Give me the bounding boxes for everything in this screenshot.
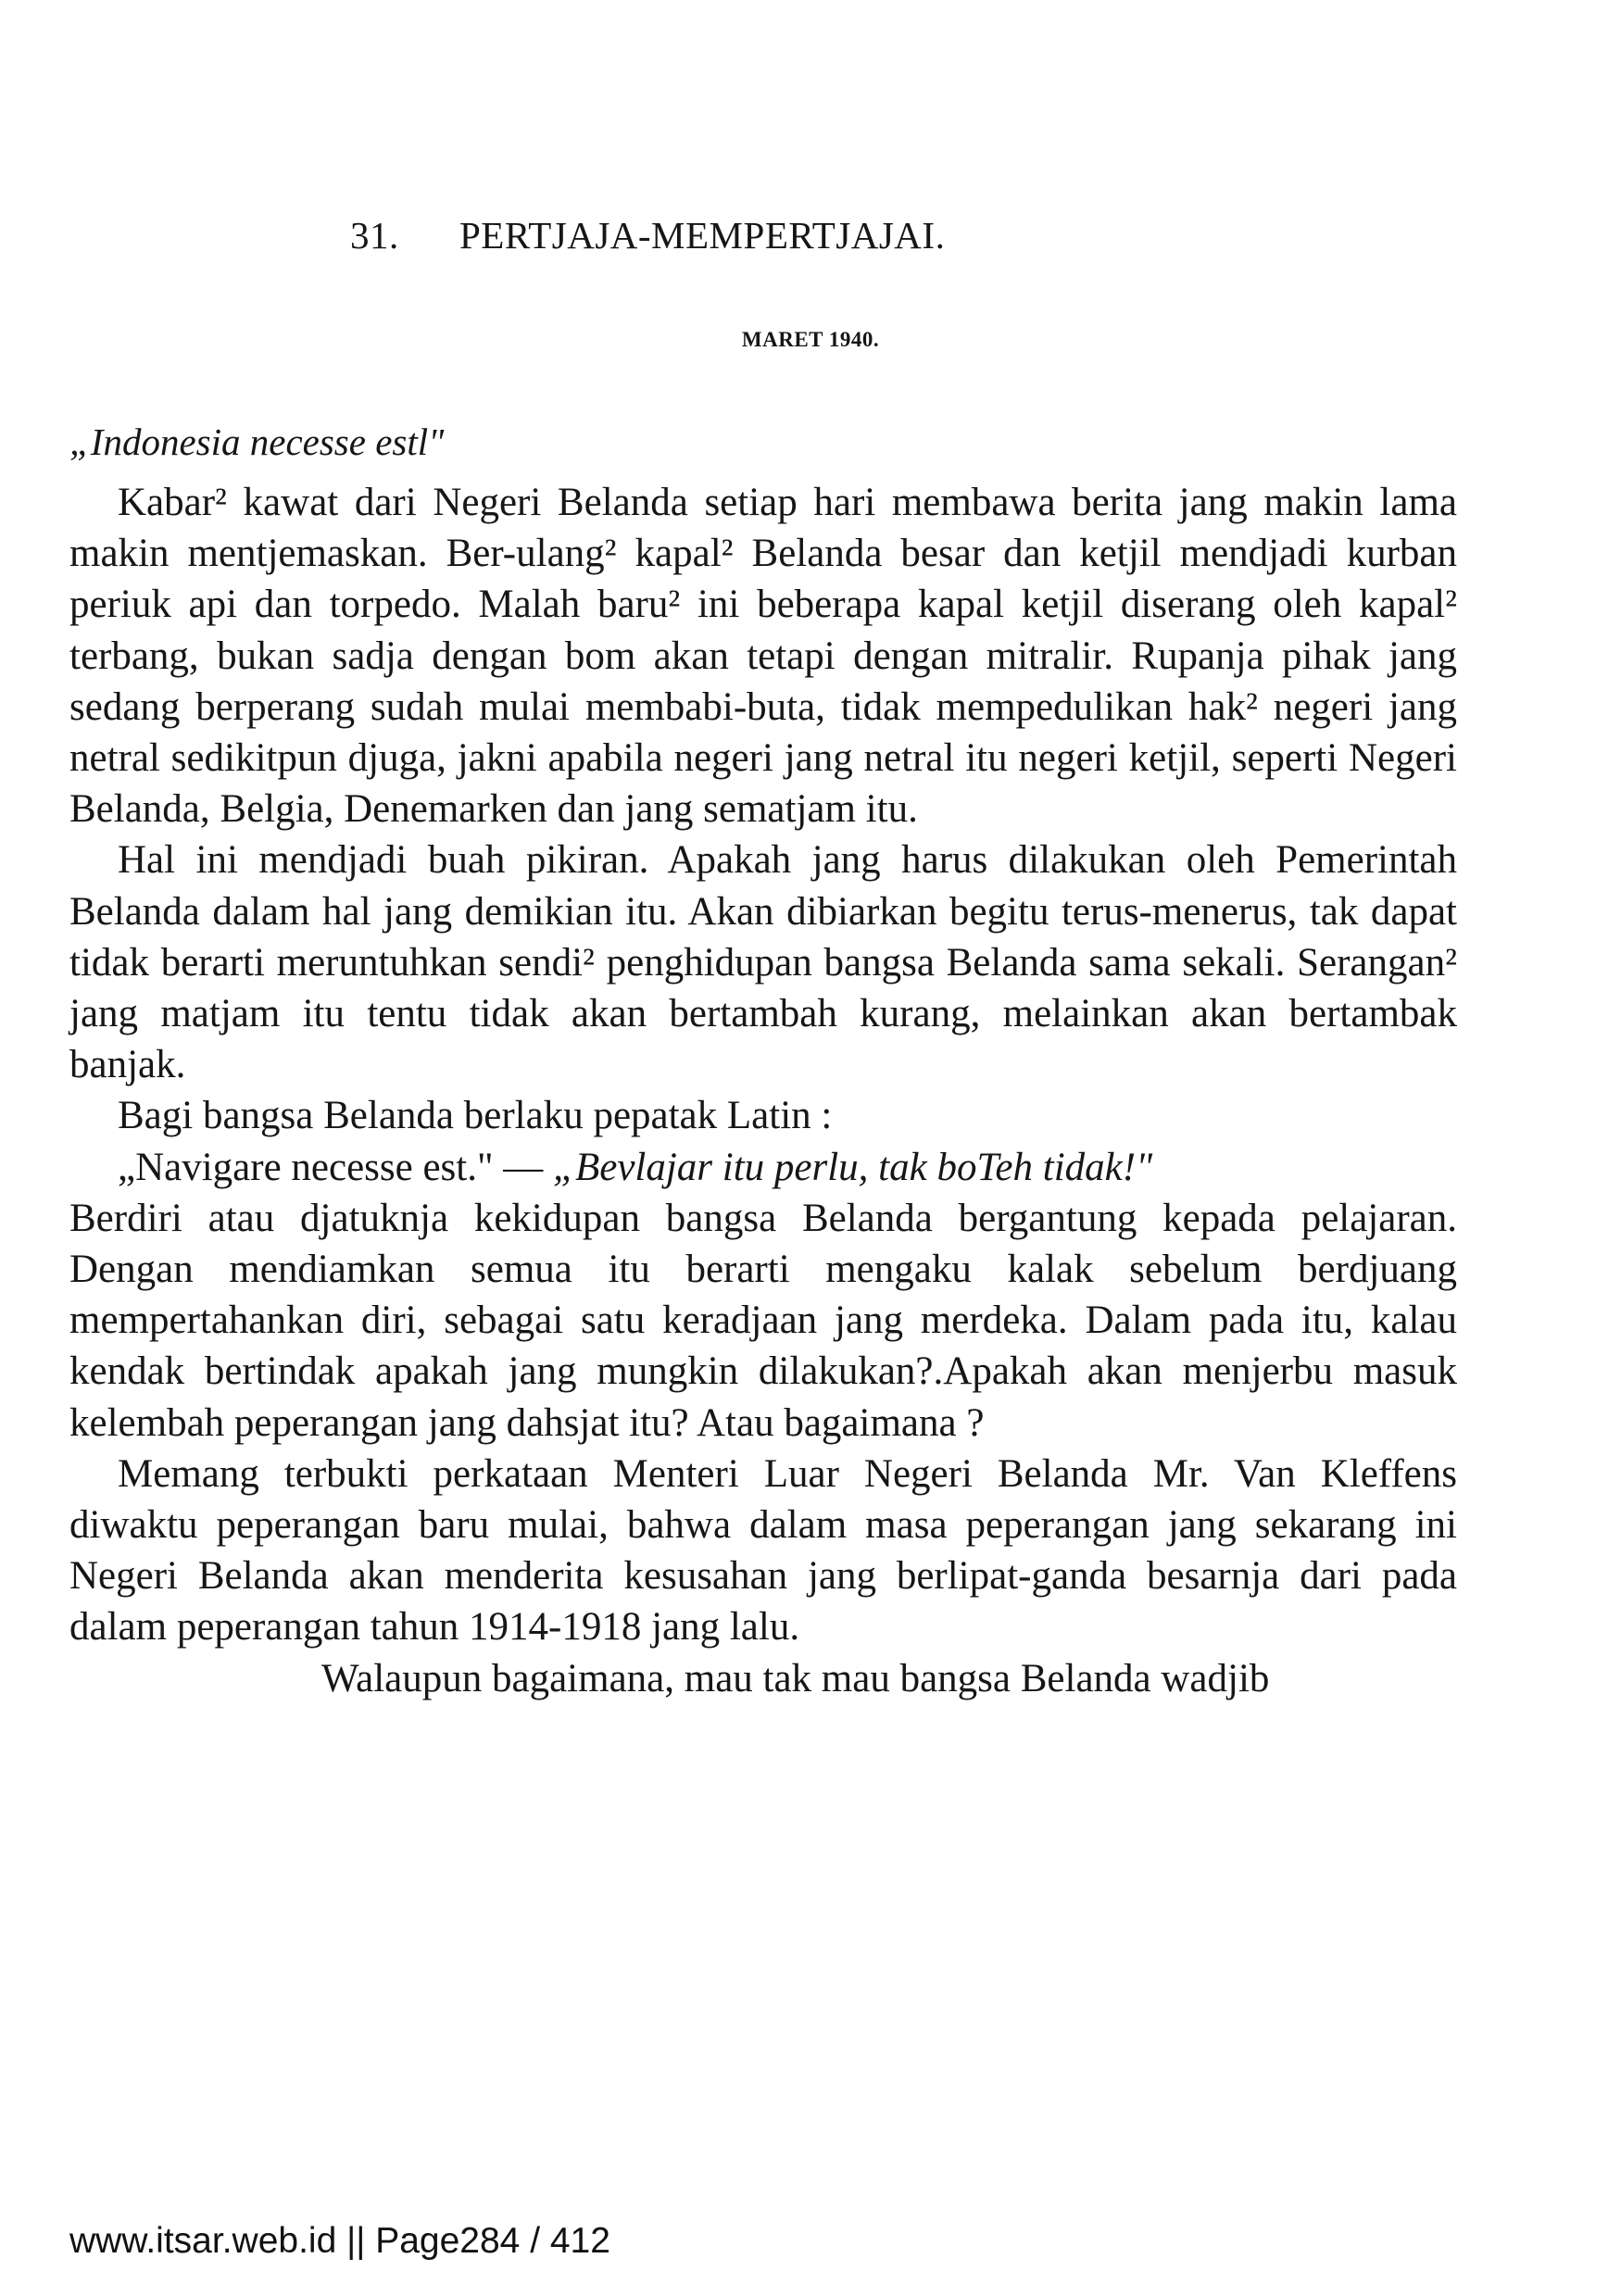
latin-quote-translation: „Bevlajar itu perlu, tak boTeh tidak!" — [553, 1145, 1153, 1189]
body-text — [69, 477, 1457, 1704]
paragraph: Bagi bangsa Belanda berlaku pepatak Latin : — [118, 1094, 833, 1138]
paragraph: Kabar² kawat dari Negeri Belanda setiap hari membawa berita jang makin lama makin mentjemaskan. Ber-ulang² kapal² Belanda besar dan ketjil mendjadi kurban periuk api dan torpedo. Malah baru² ini beberapa kapal ketjil diserang oleh kapal² terbang, bukan sadja dengan bom akan tetapi dengan mitralir. Rupanja pihak jang sedang berperang sudah mulai membabi-buta, tidak mempedulikan hak² negeri jang netral sedikitpun djuga, jakni apabila negeri jang netral itu negeri ketjil, seperti Negeri Belanda, Belgia, Denemarken dan jang sematjam itu. — [69, 481, 1457, 832]
chapter-title: PERTJAJA-MEMPERTJAJAI. — [459, 214, 946, 257]
chapter-heading — [350, 213, 945, 257]
latin-quote — [69, 1142, 1457, 1193]
closing-line: Walaupun bagaimana, mau tak mau bangsa Belanda wadjib — [321, 1656, 1270, 1700]
paragraph: Memang terbukti perkataan Menteri Luar Negeri Belanda Mr. Van Kleffens diwaktu peperangan baru mulai, bahwa dalam masa peperangan jang sekarang ini Negeri Belanda akan menderita kesusahan jang berlipat-ganda besarnja dari pada dalam peperangan tahun 1914-1918 jang lalu. — [69, 1451, 1457, 1650]
chapter-date: MARET 1940. — [741, 328, 880, 351]
paragraph-continuation: Berdiri atau djatuknja kekidupan bangsa Belanda bergantung kepada pelajaran. Dengan mendiamkan semua itu berarti mengaku kalak sebelum berdjuang mempertahankan diri, sebagai satu keradjaan jang merdeka. Dalam pada itu, kalau kendak bertindak apakah jang mungkin dilakukan?.Apakah akan menjerbu masuk kelembah peperangan jang dahsjat itu? Atau bagaimana ? — [69, 1196, 1457, 1445]
chapter-number: 31. — [350, 214, 399, 257]
paragraph: Hal ini mendjadi buah pikiran. Apakah jang harus dilakukan oleh Pemerintah Belanda dalam hal jang demikian itu. Akan dibiarkan begitu terus-menerus, tak dapat tidak berarti meruntuhkan sendi² penghidupan bangsa Belanda sama sekali. Serangan² jang matjam itu tentu tidak akan bertambah kurang, melainkan akan bertambak banjak. — [69, 838, 1457, 1087]
page-footer: www.itsar.web.id || Page284 / 412 — [69, 2221, 610, 2261]
epigraph: „Indonesia necesse estl" — [69, 420, 445, 463]
latin-quote-original: „Navigare necesse est." — — [118, 1145, 544, 1189]
